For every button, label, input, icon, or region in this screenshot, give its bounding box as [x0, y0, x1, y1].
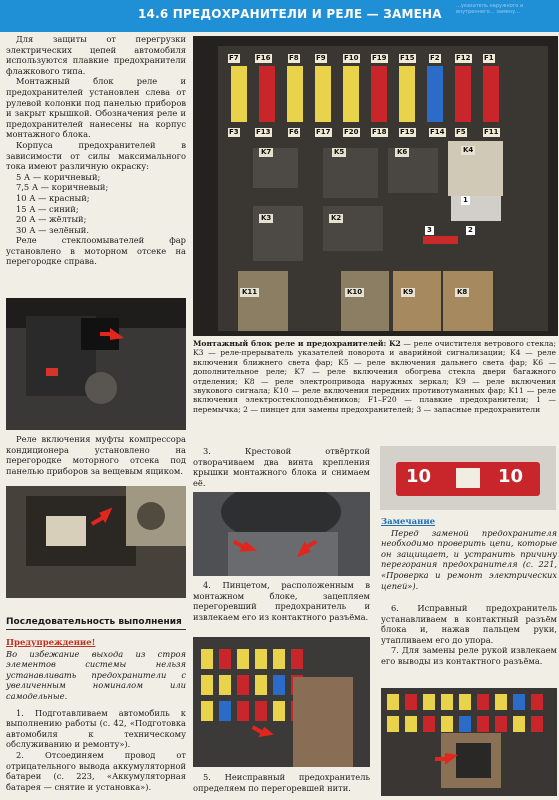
- fuse-label: F15: [400, 54, 415, 62]
- procedure-title: Последовательность выполнения: [6, 617, 182, 627]
- fuse-label: F13: [256, 128, 271, 136]
- relay-label: K6: [397, 148, 408, 156]
- intro-paragraph-4: Реле стеклоомывателей фар установлено в моторном отсеке на перегородке справа.: [6, 235, 186, 267]
- relay-label: K7: [261, 148, 272, 156]
- fuse-labels: [193, 36, 558, 336]
- fuse-graphic: [255, 701, 267, 721]
- color-item: 30 А — зелёный.: [16, 224, 89, 235]
- photo-tweezers: [193, 637, 370, 767]
- compressor-relay-text: [6, 434, 186, 476]
- relay-label: K11: [242, 288, 258, 296]
- step-2: 2. Отсоединяем провод от отрицательного вывода аккумуляторной батареи (с. 223, «Аккумуляторная батарея — снятие и установка»).: [6, 749, 186, 792]
- step-5-text: [193, 772, 370, 793]
- step-3: 3. Крестовой отвёрткой отворачиваем два винта крепления крышки монтажного блока и снимаем её.: [193, 446, 370, 488]
- intro-paragraph-1: Для защиты от перегрузки электрических цепей автомобиля используются плавкие предохранители флажкового типа.: [6, 34, 186, 76]
- step-4-text: [193, 580, 370, 622]
- fuse-label: F8: [289, 54, 299, 62]
- note-text: Перед заменой предохранителя необходимо проверить цепи, которые он защищает, и устранить причину перегорания предохранителя (с. 221, «Проверка и ремонт электрических цепей»).: [381, 527, 557, 591]
- fuse-graphic: [255, 675, 267, 695]
- fuse-label: F1: [484, 54, 494, 62]
- fuse-label: F11: [484, 128, 499, 136]
- relay-label: K4: [463, 146, 474, 154]
- fuse-graphic: [219, 675, 231, 695]
- fuse-rating-left: 10: [406, 466, 432, 487]
- fuse-label: F19: [372, 54, 387, 62]
- fuse-label: F7: [229, 54, 239, 62]
- fuse-label: F18: [372, 128, 387, 136]
- fuse-rating-right: 10: [498, 466, 524, 487]
- caption-title: Монтажный блок реле и предохранителей:: [193, 339, 387, 348]
- fuse-graphic: [423, 716, 435, 732]
- fuse-graphic: [459, 694, 471, 710]
- relay-k2: [323, 206, 383, 251]
- step-1: 1. Подготавливаем автомобиль к выполнению работы (с. 42, «Подготовка автомобиля к техническому обслуживанию и ремонту»).: [6, 707, 186, 750]
- relay-label: K3: [261, 214, 272, 222]
- fuse-label: F9: [316, 54, 326, 62]
- fuse-graphic: [201, 649, 213, 669]
- fuse-graphic: [531, 694, 543, 710]
- fuse-graphic: [273, 675, 285, 695]
- page-title: 14.6 ПРЕДОХРАНИТЕЛИ И РЕЛЕ — ЗАМЕНА: [138, 7, 442, 21]
- color-item: 20 А — жёлтый;: [16, 214, 87, 225]
- step-7: 7. Для замены реле рукой извлекаем его выводы из контактного разъёма.: [381, 645, 557, 666]
- fuse-graphic: [495, 716, 507, 732]
- relay-label: K5: [334, 148, 345, 156]
- fuse-graphic: [255, 649, 267, 669]
- procedure-text: [6, 637, 186, 792]
- fuse-graphic: [459, 716, 471, 732]
- fuse-graphic: [219, 701, 231, 721]
- photo-cover-screws: [193, 492, 370, 576]
- compressor-relay-paragraph: Реле включения муфты компрессора кондиционера установлено на перегородке моторного отсека под панелью приборов за вещевым ящиком.: [6, 434, 186, 476]
- fuse-label: F2: [430, 54, 440, 62]
- marker-label: 3: [427, 226, 432, 234]
- fuse-block-caption: [193, 339, 556, 414]
- relay-k11: [238, 271, 288, 331]
- relay-label: K10: [347, 288, 363, 296]
- fuse-graphic: [441, 694, 453, 710]
- relay-k4: [448, 141, 503, 196]
- step-5: 5. Неисправный предохранитель определяем по перегоревшей нити.: [193, 772, 370, 793]
- photo-compressor-relay: [6, 486, 186, 598]
- intro-paragraph-2: Монтажный блок реле и предохранителей установлен слева от рулевой колонки под панелью приборов и закрыт крышкой. Обозначения реле и предохранителей нанесены на корпус монтажного блока.: [6, 76, 186, 140]
- fuse-graphic: [273, 701, 285, 721]
- procedure-divider: [6, 629, 186, 630]
- steps-6-7-text: [381, 603, 557, 667]
- fuse-label: F19: [400, 128, 415, 136]
- fuse-label: F3: [229, 128, 239, 136]
- fuse-graphic: [237, 675, 249, 695]
- fuse-graphic: [477, 716, 489, 732]
- fuse-graphic: [441, 716, 453, 732]
- intro-text: [6, 34, 186, 267]
- fuse-label: F6: [289, 128, 299, 136]
- intro-paragraph-3: Корпуса предохранителей в зависимости от силы максимального тока имеют различную окраску:: [6, 139, 186, 172]
- photo-relay-removal: [381, 688, 557, 796]
- step-3-text: [193, 446, 370, 488]
- fuse-graphic: [513, 716, 525, 732]
- fuse-label: F5: [456, 128, 466, 136]
- note-block: [381, 516, 557, 591]
- fuse-label: F14: [430, 128, 445, 136]
- fuse-graphic: [477, 694, 489, 710]
- photo-blown-fuse: [380, 446, 556, 510]
- color-item: 7,5 А — коричневый;: [16, 182, 109, 193]
- fuse-label: F10: [344, 54, 359, 62]
- fuse-graphic: [387, 694, 399, 710]
- fuse-label: F20: [344, 128, 359, 136]
- page-header: [0, 0, 559, 32]
- relay-k10: [341, 271, 389, 331]
- fuse-graphic: [219, 649, 231, 669]
- warning-title: Предупреждение!: [6, 638, 96, 648]
- fuse-graphic: [405, 694, 417, 710]
- color-item: 15 А — синий;: [16, 203, 79, 214]
- fuse-graphic: [513, 694, 525, 710]
- caption-text: — реле очистителя ветрового стекла; K3 — реле-прерыватель указателей поворота и аварийной сигнализации; K4 — реле включения ближнего света фар; K5 — реле включения дальнего света фар; K6 — дополнительное реле; K7 — реле включения обогрева стекла двери багажного отделения; K8 — реле электропривода наружных зеркал; K9 — реле включения звукового сигнала; K10 — реле включения передних противотуманных фар; K11 — реле включения электростеклоподъёмников; F1–F20 — плавкие предохранители; 1 — перемычка; 2 — пинцет для замены предохранителей; 3 — запасные предохранители: [193, 339, 556, 414]
- caption-k2: K2: [388, 339, 401, 348]
- color-item: 10 А — красный;: [16, 192, 90, 203]
- photo-washer-relay: [6, 298, 186, 430]
- fuse-label: F16: [256, 54, 271, 62]
- color-item: 5 А — коричневый;: [16, 171, 101, 182]
- relay-label: K9: [403, 288, 414, 296]
- warning-text: Во избежание выхода из строя элементов системы нельзя устанавливать предохранители с увеличенным номиналом или самодельные.: [6, 648, 186, 701]
- fuse-window: [456, 468, 480, 488]
- fuse-graphic: [291, 649, 303, 669]
- marker-label: 2: [468, 226, 473, 234]
- fuse-graphic: [237, 649, 249, 669]
- relay-k8: [443, 271, 493, 331]
- fuse-graphic: [237, 701, 249, 721]
- note-title: Замечание: [381, 517, 436, 527]
- fuse-graphic: [387, 716, 399, 732]
- fuse-label: F17: [316, 128, 331, 136]
- step-4: 4. Пинцетом, расположенным в монтажном блоке, зацепляем перегоревший предохранитель и извлекаем его из контактного разъёма.: [193, 580, 370, 622]
- marker-label: 1: [463, 196, 468, 204]
- header-ghost-text: …указатель наружного и внутреннего… замену…: [456, 3, 524, 15]
- relay-k9: [393, 271, 441, 331]
- fuse-graphic: [423, 694, 435, 710]
- fuse-graphic: [405, 716, 417, 732]
- relay-label: K8: [457, 288, 468, 296]
- relay-label: K2: [331, 214, 342, 222]
- fuse-graphic: [201, 701, 213, 721]
- fuse-graphic: [273, 649, 285, 669]
- fuse-graphic: [495, 694, 507, 710]
- step-6: 6. Исправный предохранитель устанавливаем в контактный разъём блока и, нажав пальцем руки, утапливаем его до упора.: [381, 603, 557, 645]
- fuse-graphic: [201, 675, 213, 695]
- fuse-graphic: [531, 716, 543, 732]
- fuse-label: F12: [456, 54, 471, 62]
